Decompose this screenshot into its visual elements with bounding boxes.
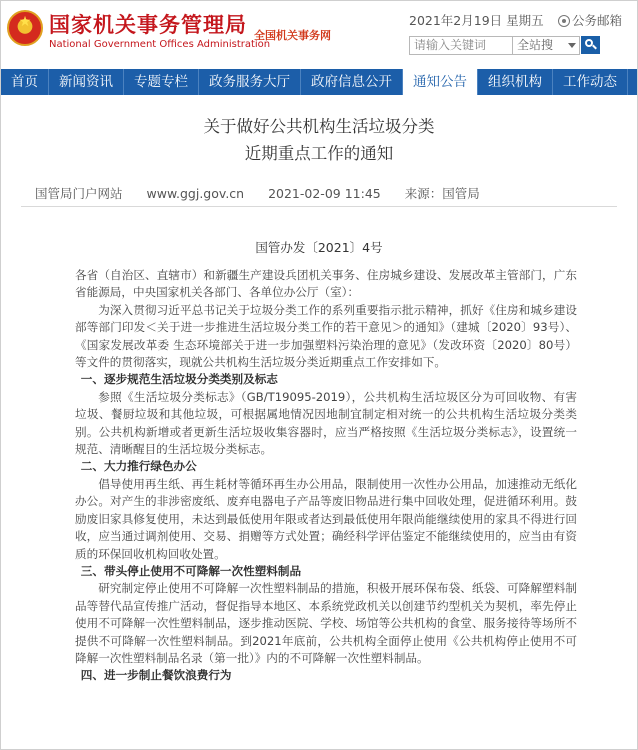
paragraph: 倡导使用再生纸、再生耗材等循环再生办公用品，限制使用一次性办公用品，加速推动无纸化办公。对产生的非涉密废纸、废弃电器电子产品等废旧物品进行集中回收处理，促进循环利用。鼓励废旧家具修复使用，未达到最低使用年限或者达到最低使用年限尚能继续使用的家具不得进行回收，应当通过调剂使用、交易、捐赠等方式处置；确经科学评估鉴定不能继续使用的，应当由有资质的环保回收机构回收处置。 [75,476,577,561]
article-body [75,267,577,685]
mail-label: 公务邮箱 [572,13,623,28]
search-input[interactable]: 请输入关键词 [409,36,513,55]
nav-item-news[interactable]: 新闻资讯 [49,69,124,95]
section-heading: 四、进一步制止餐饮浪费行为 [80,668,232,683]
document-number: 国管办发〔2021〕4号 [255,240,383,255]
nav-item-home[interactable]: 首页 [1,69,49,95]
section-heading: 二、大力推行绿色办公 [80,459,197,474]
nav-item-organization[interactable]: 组织机构 [478,69,553,95]
mail-icon [558,15,570,27]
search-button[interactable] [581,36,600,54]
nav-item-work-updates[interactable]: 工作动态 [553,69,628,95]
addressee: 各省（自治区、直辖市）和新疆生产建设兵团机关事务、住房城乡建设、发展改革主管部门，广东省能源局，中央国家机关各部门、各单位办公厅（室）： [75,268,577,300]
site-subtitle-link[interactable]: 全国机关事务网 [254,29,331,42]
main-nav [1,69,637,95]
site-name-english: National Government Offices Administration [49,39,271,50]
chevron-down-icon [568,43,576,48]
divider [21,206,617,207]
current-date: 2021年2月19日 星期五 [409,13,544,28]
site-name[interactable]: 国家机关事务管理局 [49,13,247,37]
section-heading: 三、带头停止使用不可降解一次性塑料制品 [80,563,302,578]
search-scope-value: 全站搜 [517,38,554,52]
search-scope-select[interactable] [512,36,580,55]
national-emblem-icon: ★ [7,10,43,46]
article-origin: 来源：国管局 [404,186,480,201]
article-title-line2: 近期重点工作的通知 [244,144,394,163]
nav-item-disclosure[interactable]: 政府信息公开 [301,69,403,95]
mail-link[interactable] [558,11,622,29]
article-datetime: 2021-02-09 11:45 [268,186,381,201]
intro-paragraph: 为深入贯彻习近平总书记关于垃圾分类工作的系列重要指示批示精神，抓好《住房和城乡建设部等部门印发＜关于进一步推进生活垃圾分类工作的若干意见＞的通知》（建城〔2020〕93号）、《国家发展改革委 生态环境部关于进一步加强塑料污染治理的意见》（发改环资〔2020〕80号）等文件的贯彻落实，现就公共机构生活垃圾分类近期重点工作安排如下。 [75,302,577,370]
paragraph: 研究制定停止使用不可降解一次性塑料制品的措施，积极开展环保布袋、纸袋、可降解塑料制品等替代品宣传推广活动，督促指导本地区、本系统党政机关以创建节约型机关为契机，率先停止使用不可降解一次性塑料制品，逐步推动医院、学校、场馆等公共机构的食堂、服务接待等场所不提供不可降解一次性塑料制品。到2021年底前，公共机构全面停止使用《公共机构停止使用不可降解一次性塑料制品名录（第一批）》内的不可降解一次性塑料制品。 [75,581,577,665]
site-header [1,1,637,69]
article-title-line1: 关于做好公共机构生活垃圾分类 [203,117,435,136]
article-source: 国管局门户网站 [35,186,123,201]
section-heading: 一、逐步规范生活垃圾分类类别及标志 [80,372,278,387]
nav-item-notices[interactable]: 通知公告 [403,69,478,95]
article-meta [35,184,500,202]
article-url: www.ggj.gov.cn [146,186,245,201]
nav-item-topics[interactable]: 专题专栏 [124,69,199,95]
nav-item-services[interactable]: 政务服务大厅 [199,69,301,95]
paragraph: 参照《生活垃圾分类标志》（GB/T19095-2019），公共机构生活垃圾区分为可回收物、有害垃圾、餐厨垃圾和其他垃圾，可根据属地情况因地制宜制定相对统一的公共机构生活垃圾分类类别。公共机构新增或者更新生活垃圾收集容器时，应当严格按照《生活垃圾分类标志》，设置统一规范、清晰醒目的生活垃圾分类标志。 [75,389,577,457]
